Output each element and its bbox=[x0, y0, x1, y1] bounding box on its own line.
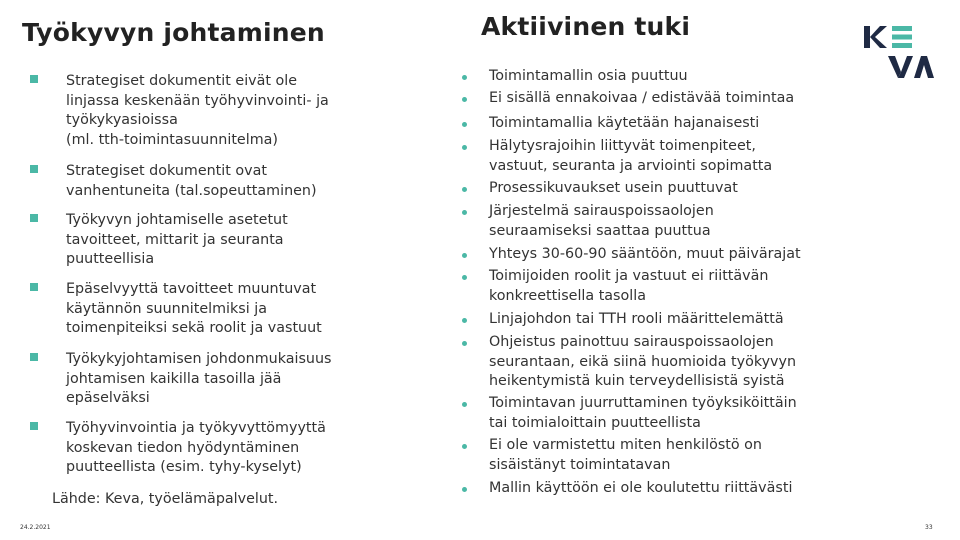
bullet-square-icon bbox=[30, 353, 38, 361]
bullet-dot-icon bbox=[462, 318, 467, 323]
bullet-dot-icon bbox=[462, 122, 467, 127]
bullet-square-icon bbox=[30, 214, 38, 222]
bullet-dot-icon bbox=[462, 210, 467, 215]
source-note: Lähde: Keva, työelämäpalvelut. bbox=[52, 491, 279, 507]
bullet-dot-icon bbox=[462, 341, 467, 346]
bullet-dot-icon bbox=[462, 75, 467, 80]
bullet-dot-icon bbox=[462, 487, 467, 492]
bullet-square-icon bbox=[30, 165, 38, 173]
bullet-square-icon bbox=[30, 75, 38, 83]
footer-date: 24.2.2021 bbox=[20, 524, 51, 531]
bullet-square-icon bbox=[30, 283, 38, 291]
bullet-dot-icon bbox=[462, 402, 467, 407]
bullet-dot-icon bbox=[462, 275, 467, 280]
bullet-dot-icon bbox=[462, 97, 467, 102]
right-title: Aktiivinen tuki bbox=[481, 12, 691, 41]
bullet-dot-icon bbox=[462, 444, 467, 449]
bullet-dot-icon bbox=[462, 187, 467, 192]
bullet-dot-icon bbox=[462, 145, 467, 150]
bullet-square-icon bbox=[30, 422, 38, 430]
keva-logo-icon bbox=[862, 22, 936, 80]
bullet-dot-icon bbox=[462, 253, 467, 258]
left-title: Työkyvyn johtaminen bbox=[22, 18, 325, 47]
page-number: 33 bbox=[925, 524, 933, 531]
